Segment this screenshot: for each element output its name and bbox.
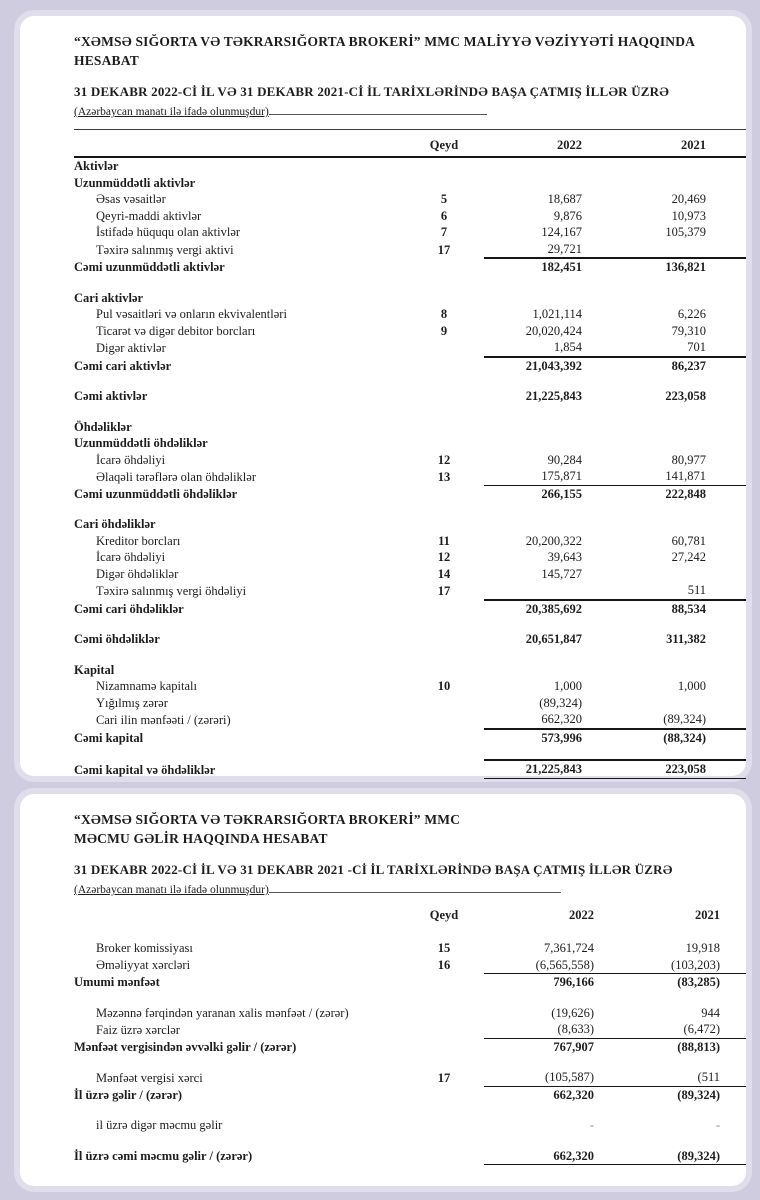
value-2021: 80,977: [671, 452, 706, 467]
value-2021: 223,058: [602, 760, 746, 778]
value-2021: 222,848: [665, 486, 706, 501]
row-label: Uzunmüddətli öhdəliklər: [74, 436, 208, 450]
statement-subtitle: 31 DEKABR 2022-Cİ İL VƏ 31 DEKABR 2021 -Cİ İL TARİXLƏRİNDƏ BAŞA ÇATMIŞ İLLƏR ÜZRƏ: [74, 862, 673, 877]
table-row: [74, 516, 746, 533]
row-spacer: [74, 617, 746, 631]
value-2022: [484, 516, 602, 533]
note-reference: 12: [437, 550, 451, 564]
value-2022: (105,587): [484, 1069, 602, 1086]
value-2022: [484, 175, 602, 192]
table-row: [74, 224, 746, 241]
row-label: il üzrə digər məcmu gəlir: [96, 1118, 223, 1132]
value-2021: 311,382: [666, 632, 706, 646]
note-reference: 17: [437, 1070, 451, 1085]
row-label: Uzunmüddətli aktivlər: [74, 175, 196, 190]
note-reference: 9: [440, 323, 448, 338]
value-2022: 1,000: [553, 679, 582, 693]
value-2022: 796,166: [553, 975, 594, 989]
value-2021: (89,324): [663, 712, 706, 726]
row-label: Cari öhdəliklər: [74, 517, 156, 531]
note-reference: [404, 974, 484, 991]
row-label: Mənfəət vergisi xərci: [96, 1070, 203, 1085]
table-row: [74, 533, 746, 550]
row-label: Cəmi kapital: [74, 730, 144, 745]
value-2021: 944: [701, 1005, 720, 1020]
note-reference: [404, 1086, 484, 1103]
row-label: Əsas vəsaitlər: [96, 192, 166, 206]
table-row: [74, 388, 746, 405]
value-2022: 175,871: [484, 468, 602, 485]
currency-note-underline: [269, 103, 487, 115]
table-row: [74, 1038, 746, 1055]
spacer-row: [74, 374, 746, 388]
row-label: Cari aktivlər: [74, 290, 144, 305]
value-2021: 86,237: [602, 357, 746, 375]
row-label: Aktivlər: [74, 159, 119, 173]
value-2021: (103,203): [602, 957, 746, 974]
note-reference: 16: [437, 958, 451, 972]
table-row: [74, 323, 746, 340]
table-row: [74, 419, 746, 436]
value-2021: 19,918: [685, 941, 720, 955]
row-label: İcarə öhdəliyi: [96, 452, 166, 467]
currency-note-underline: [269, 881, 561, 893]
currency-note: [74, 881, 746, 898]
note-reference: [404, 357, 484, 375]
row-label: Kapital: [74, 662, 115, 677]
spacer-row: [74, 502, 746, 516]
statement-subtitle: 31 DEKABR 2022-Cİ İL VƏ 31 DEKABR 2021-Cİ İL TARİXLƏRİNDƏ BAŞA ÇATMIŞ İLLƏR ÜZRƏ: [74, 84, 670, 99]
note-reference: 17: [437, 242, 451, 257]
note-reference: [404, 711, 484, 729]
value-2022: 29,721: [547, 241, 582, 256]
spacer-row: [74, 617, 746, 631]
value-2022: 145,727: [541, 566, 582, 581]
row-label: Nizamnamə kapitalı: [96, 679, 198, 693]
table-row: [74, 485, 746, 502]
value-2022: (8,633): [484, 1021, 602, 1038]
row-label: İl üzrə gəlir / (zərər): [74, 1087, 183, 1102]
spacer-row: [74, 1103, 746, 1117]
note-reference: [404, 1117, 484, 1134]
note-reference: 15: [437, 941, 451, 955]
row-label: İcarə öhdəliyi: [96, 550, 166, 564]
spacer-row: [74, 746, 746, 760]
value-2021: [602, 435, 746, 452]
row-spacer: [74, 374, 746, 388]
row-label: Cəmi aktivlər: [74, 389, 148, 403]
table-row: [74, 452, 746, 469]
note-reference: 12: [437, 452, 451, 467]
table-header-row: [74, 130, 746, 157]
table-row: [74, 566, 746, 583]
note-reference: 11: [438, 533, 450, 548]
value-2021: (511: [602, 1069, 746, 1086]
value-2022: 20,200,322: [525, 533, 582, 548]
row-label: Kreditor borcları: [96, 533, 181, 548]
row-spacer: [74, 991, 746, 1005]
row-label: Əməliyyat xərcləri: [96, 958, 191, 972]
note-reference: [404, 695, 484, 712]
row-label: Digər öhdəliklər: [96, 566, 179, 581]
table-row: [74, 1086, 746, 1103]
note-reference: [404, 1005, 484, 1022]
value-2021: 1,000: [677, 679, 706, 693]
value-2021: [602, 662, 746, 679]
note-reference: 7: [440, 225, 448, 239]
value-2022: [484, 582, 602, 600]
value-2021: [602, 566, 746, 583]
currency-note-text: (Azərbaycan manatı ilə ifadə olunmuşdur): [74, 884, 269, 896]
value-2022: 662,320: [553, 1087, 594, 1102]
row-spacer: [74, 405, 746, 419]
row-label: Cəmi kapital və öhdəliklər: [74, 762, 216, 777]
value-2022: 266,155: [541, 486, 582, 501]
table-header-row: [74, 898, 746, 926]
row-label: Cəmi cari aktivlər: [74, 358, 172, 373]
statement-title-line2: MƏCMU GƏLİR HAQQINDA HESABAT: [74, 831, 328, 846]
value-2021: (6,472): [602, 1021, 746, 1038]
row-label: İstifadə hüququ olan aktivlər: [96, 225, 241, 239]
value-2021: [602, 419, 746, 436]
column-header-2022: 2022: [484, 130, 602, 157]
value-2022: 662,320: [484, 1148, 602, 1165]
spacer-row: [74, 405, 746, 419]
table-row: [74, 258, 746, 276]
value-2022: 90,284: [547, 452, 582, 467]
row-label: Pul vəsaitləri və onların ekvivalentləri: [96, 307, 287, 321]
column-header-2021: 2021: [602, 130, 746, 157]
value-2021: 79,310: [671, 323, 706, 338]
note-reference: [404, 729, 484, 747]
value-2022: 662,320: [541, 712, 582, 726]
table-row: [74, 157, 746, 175]
value-2021: 6,226: [677, 307, 706, 321]
note-reference: [404, 1148, 484, 1165]
table-row: [74, 357, 746, 375]
value-2022: 182,451: [484, 258, 602, 276]
value-2021: (89,324): [677, 1087, 720, 1102]
row-label: Cəmi uzunmüddətli öhdəliklər: [74, 486, 238, 501]
note-reference: [404, 175, 484, 192]
note-reference: [404, 258, 484, 276]
value-2021: 27,242: [671, 550, 706, 564]
value-2021: 60,781: [671, 533, 706, 548]
row-spacer: [74, 926, 746, 940]
table-row: [74, 957, 746, 974]
value-2021: [602, 290, 746, 307]
value-2022: (6,565,558): [484, 957, 602, 974]
row-label: Faiz üzrə xərclər: [96, 1022, 180, 1037]
row-label: Təxirə salınmış vergi öhdəliyi: [96, 584, 247, 598]
table-row: [74, 339, 746, 357]
note-reference: 13: [437, 469, 451, 484]
note-reference: 6: [440, 208, 448, 223]
table-row: [74, 468, 746, 485]
comprehensive-income-table: [74, 898, 746, 1165]
row-label: Cəmi cari öhdəliklər: [74, 601, 184, 616]
note-reference: [404, 157, 484, 175]
row-spacer: [74, 1055, 746, 1069]
table-row: [74, 175, 746, 192]
value-2022: [484, 419, 602, 436]
statement-title-line1: “XƏMSƏ SIĞORTA VƏ TƏKRARSIĞORTA BROKERİ” MMC MALİYYƏ VƏZİYYƏTİ HAQQINDA: [74, 34, 696, 49]
value-2021: 20,469: [671, 192, 706, 206]
column-header-label: [74, 130, 404, 157]
note-reference: [404, 435, 484, 452]
currency-note: [74, 103, 746, 120]
column-header-2022: 2022: [569, 908, 594, 922]
spacer-row: [74, 276, 746, 290]
row-spacer: [74, 1134, 746, 1148]
table-row: [74, 974, 746, 991]
value-2022: 20,651,847: [525, 632, 582, 646]
table-row: [74, 662, 746, 679]
table-row: [74, 241, 746, 259]
row-label: Umumi mənfəət: [74, 975, 160, 989]
column-header-label: [74, 898, 404, 926]
row-label: Cəmi öhdəliklər: [74, 632, 160, 646]
value-2021: 10,973: [671, 208, 706, 223]
value-2021: (88,324): [602, 729, 746, 747]
table-row: [74, 760, 746, 778]
table-row: [74, 729, 746, 747]
row-label: Əlaqəli tərəflərə olan öhdəliklər: [96, 469, 256, 484]
table-row: [74, 1148, 746, 1165]
spacer-row: [74, 1055, 746, 1069]
table-row: [74, 306, 746, 323]
spacer-row: [74, 926, 746, 940]
note-reference: 5: [440, 192, 448, 206]
table-row: [74, 290, 746, 307]
note-reference: [404, 388, 484, 405]
row-spacer: [74, 276, 746, 290]
note-reference: [404, 600, 484, 618]
value-2022: 20,020,424: [525, 323, 582, 338]
note-reference: [404, 339, 484, 357]
value-2022: 1,854: [553, 340, 582, 354]
row-label: İl üzrə cəmi məcmu gəlir / (zərər): [74, 1149, 253, 1163]
value-2021: 701: [687, 340, 706, 354]
note-reference: 17: [437, 584, 451, 598]
statement-card-comprehensive-income: [20, 794, 746, 1186]
table-row: [74, 631, 746, 648]
value-2022: 18,687: [547, 192, 582, 206]
table-row: [74, 711, 746, 729]
note-reference: [404, 662, 484, 679]
value-2021: 511: [687, 583, 706, 597]
row-label: Yığılmış zərər: [96, 695, 168, 710]
table-row: [74, 1005, 746, 1022]
value-2022: [484, 435, 602, 452]
note-reference: [404, 290, 484, 307]
value-2021: 88,534: [602, 600, 746, 618]
table-row: [74, 600, 746, 618]
statement-title-line1: “XƏMSƏ SIĞORTA VƏ TƏKRARSIĞORTA BROKERİ” MMC: [74, 812, 461, 827]
value-2022: [484, 662, 602, 679]
note-reference: [404, 1021, 484, 1038]
spacer-row: [74, 991, 746, 1005]
row-label: Ticarət və digər debitor borcları: [96, 323, 256, 338]
table-row: [74, 1021, 746, 1038]
spacer-row: [74, 1134, 746, 1148]
value-2021: (89,324): [602, 1148, 746, 1165]
financial-position-table: [74, 130, 746, 779]
value-2021: -: [715, 1118, 720, 1132]
value-2022: 9,876: [553, 208, 582, 223]
row-label: Mənfəət vergisindən əvvəlki gəlir / (zərər): [74, 1039, 297, 1054]
value-2021: (88,813): [677, 1039, 720, 1054]
row-label: Məzənnə fərqindən yaranan xalis mənfəət / (zərər): [96, 1005, 349, 1020]
value-2021: [602, 157, 746, 175]
value-2022: 21,225,843: [484, 760, 602, 778]
value-2021: [602, 241, 746, 259]
currency-note-text: (Azərbaycan manatı ilə ifadə olunmuşdur): [74, 106, 269, 118]
row-spacer: [74, 648, 746, 662]
table-row: [74, 695, 746, 712]
value-2022: (89,324): [539, 695, 582, 710]
row-label: Qeyri-maddi aktivlər: [96, 208, 202, 223]
note-reference: [404, 760, 484, 778]
note-reference: [404, 1038, 484, 1055]
value-2021: 136,821: [602, 258, 746, 276]
value-2022: 20,385,692: [484, 600, 602, 618]
value-2022: 21,225,843: [525, 389, 582, 403]
note-reference: [404, 631, 484, 648]
table-row: [74, 208, 746, 225]
value-2021: 141,871: [602, 468, 746, 485]
value-2021: 105,379: [665, 225, 706, 239]
column-header-qeyd: Qeyd: [404, 130, 484, 157]
value-2021: [602, 695, 746, 712]
value-2022: 124,167: [541, 225, 582, 239]
table-row: [74, 549, 746, 566]
table-row: [74, 435, 746, 452]
row-label: Broker komissiyası: [96, 941, 193, 955]
value-2022: 7,361,724: [544, 941, 594, 955]
table-row: [74, 1069, 746, 1086]
spacer-row: [74, 648, 746, 662]
value-2022: -: [589, 1118, 594, 1132]
value-2022: 21,043,392: [484, 357, 602, 375]
row-label: Cari ilin mənfəəti / (zərəri): [96, 713, 231, 727]
row-label: Öhdəliklər: [74, 419, 132, 434]
row-spacer: [74, 746, 746, 760]
row-label: Təxirə salınmış vergi aktivi: [96, 242, 234, 257]
note-reference: [404, 485, 484, 502]
value-2021: (83,285): [677, 975, 720, 989]
value-2021: 223,058: [665, 389, 706, 403]
value-2021: [602, 516, 746, 533]
row-spacer: [74, 1103, 746, 1117]
table-row: [74, 940, 746, 957]
value-2022: (19,626): [551, 1005, 594, 1020]
table-row: [74, 191, 746, 208]
note-reference: 14: [437, 566, 451, 581]
note-reference: 10: [437, 679, 451, 693]
column-header-2021: 2021: [695, 908, 720, 922]
value-2022: 1,021,114: [532, 307, 582, 321]
row-label: Digər aktivlər: [96, 341, 166, 355]
column-header-qeyd: Qeyd: [429, 908, 459, 922]
note-reference: 8: [440, 307, 448, 321]
note-reference: [404, 516, 484, 533]
table-row: [74, 678, 746, 695]
table-row: [74, 582, 746, 600]
value-2022: [484, 157, 602, 175]
value-2022: 573,996: [484, 729, 602, 747]
note-reference: [404, 419, 484, 436]
row-spacer: [74, 502, 746, 516]
statement-title-line2: HESABAT: [74, 53, 139, 68]
value-2022: 767,907: [553, 1039, 594, 1054]
statement-card-financial-position: [20, 16, 746, 776]
row-label: Cəmi uzunmüddətli aktivlər: [74, 260, 225, 274]
value-2021: [602, 175, 746, 192]
table-row: [74, 1117, 746, 1134]
value-2022: [484, 290, 602, 307]
value-2022: 39,643: [547, 550, 582, 564]
